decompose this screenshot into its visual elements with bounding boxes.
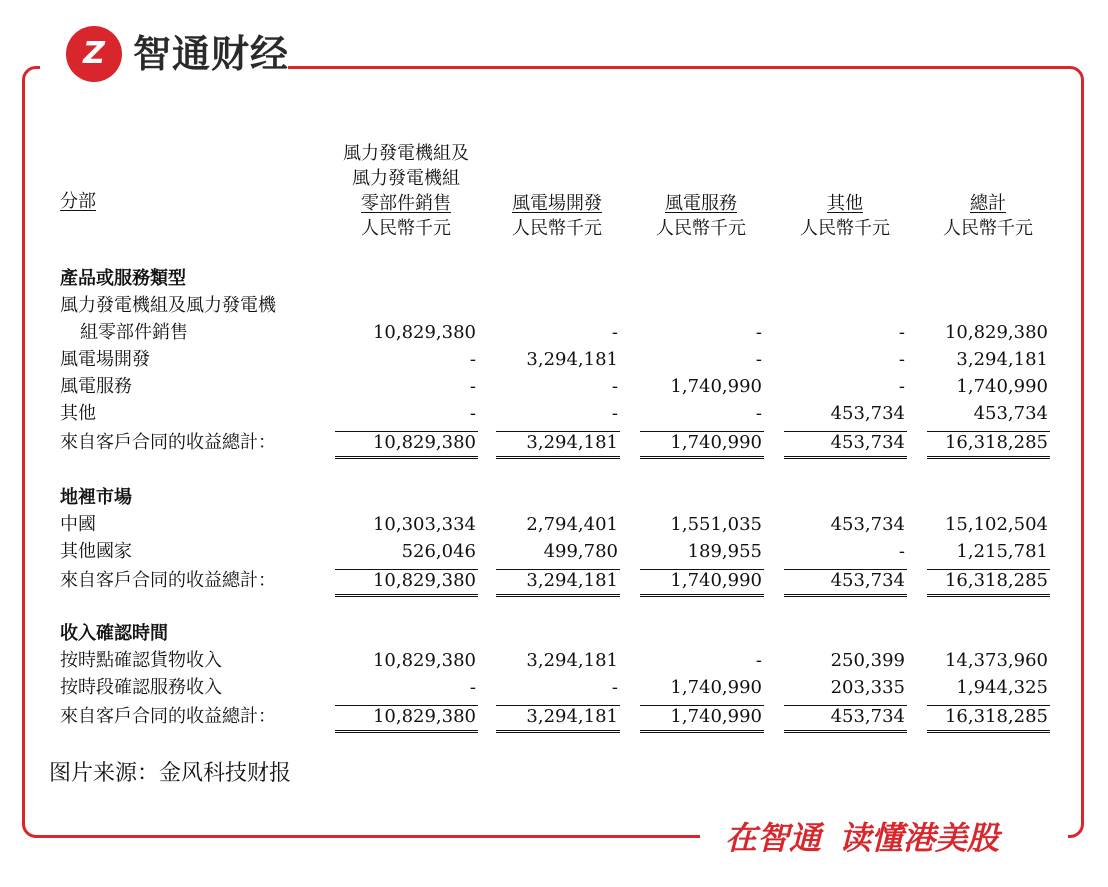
cell-value: 526,046 bbox=[401, 541, 476, 562]
column-header-unit: 人民幣千元 bbox=[800, 218, 890, 239]
cell-value: 499,780 bbox=[543, 541, 618, 562]
row-label: 其他 bbox=[60, 403, 96, 424]
total-label: 來自客戶合同的收益總計： bbox=[60, 432, 276, 453]
cell-value: - bbox=[469, 349, 476, 370]
total-value: 3,294,181 bbox=[526, 570, 618, 591]
total-double-rule bbox=[640, 594, 764, 597]
section-heading: 產品或服務類型 bbox=[60, 268, 186, 289]
total-value: 453,734 bbox=[830, 706, 905, 727]
cell-value: - bbox=[898, 541, 905, 562]
cell-value: 14,373,960 bbox=[944, 650, 1048, 671]
row-label: 風力發電機組及風力發電機 bbox=[60, 295, 276, 316]
row-label: 中國 bbox=[60, 514, 96, 535]
cell-value: 1,551,035 bbox=[670, 514, 762, 535]
cell-value: - bbox=[469, 677, 476, 698]
total-double-rule bbox=[927, 456, 1050, 459]
total-double-rule bbox=[335, 456, 478, 459]
cell-value: 453,734 bbox=[973, 403, 1048, 424]
cell-value: 10,829,380 bbox=[944, 322, 1048, 343]
cell-value: 10,303,334 bbox=[372, 514, 476, 535]
cell-value: - bbox=[898, 349, 905, 370]
cell-value: - bbox=[755, 403, 762, 424]
total-value: 3,294,181 bbox=[526, 432, 618, 453]
total-double-rule bbox=[784, 456, 907, 459]
total-value: 1,740,990 bbox=[670, 706, 762, 727]
brand-logo-icon: Z bbox=[66, 26, 122, 82]
total-double-rule bbox=[335, 730, 478, 733]
cell-value: - bbox=[611, 677, 618, 698]
image-source: 图片来源：金风科技财报 bbox=[49, 761, 292, 786]
cell-value: - bbox=[755, 322, 762, 343]
total-double-rule bbox=[496, 730, 620, 733]
total-value: 1,740,990 bbox=[670, 432, 762, 453]
cell-value: - bbox=[898, 322, 905, 343]
column-header-line: 風力發電機組 bbox=[352, 168, 460, 189]
cell-value: 10,829,380 bbox=[372, 650, 476, 671]
cell-value: 2,794,401 bbox=[526, 514, 618, 535]
total-value: 10,829,380 bbox=[372, 570, 476, 591]
column-header-line: 風力發電機組及 bbox=[343, 143, 469, 164]
cell-value: 1,215,781 bbox=[956, 541, 1048, 562]
total-double-rule bbox=[640, 456, 764, 459]
cell-value: 250,399 bbox=[830, 650, 905, 671]
cell-value: 3,294,181 bbox=[526, 349, 618, 370]
total-value: 16,318,285 bbox=[944, 432, 1048, 453]
row-label: 按時點確認貨物收入 bbox=[60, 650, 222, 671]
total-value: 3,294,181 bbox=[526, 706, 618, 727]
row-label: 其他國家 bbox=[60, 541, 132, 562]
column-header-title: 總計 bbox=[970, 193, 1006, 214]
total-double-rule bbox=[496, 456, 620, 459]
cell-value: 453,734 bbox=[830, 514, 905, 535]
column-header-unit: 人民幣千元 bbox=[512, 218, 602, 239]
cell-value: - bbox=[469, 376, 476, 397]
cell-value: 1,740,990 bbox=[956, 376, 1048, 397]
cell-value: - bbox=[469, 403, 476, 424]
total-value: 16,318,285 bbox=[944, 570, 1048, 591]
total-double-rule bbox=[335, 594, 478, 597]
section-heading: 收入確認時間 bbox=[60, 623, 168, 644]
total-value: 10,829,380 bbox=[372, 432, 476, 453]
slogan-part-b: 读懂港美股 bbox=[839, 819, 1000, 857]
segment-header: 分部 bbox=[60, 191, 96, 212]
total-label: 來自客戶合同的收益總計： bbox=[60, 570, 276, 591]
cell-value: 10,829,380 bbox=[372, 322, 476, 343]
cell-value: 3,294,181 bbox=[526, 650, 618, 671]
cell-value: - bbox=[611, 322, 618, 343]
total-double-rule bbox=[496, 594, 620, 597]
cell-value: - bbox=[611, 403, 618, 424]
row-label: 風電場開發 bbox=[60, 349, 150, 370]
brand-name: 智通财经 bbox=[133, 32, 290, 76]
cell-value: 203,335 bbox=[830, 677, 905, 698]
total-double-rule bbox=[784, 594, 907, 597]
section-heading: 地裡市場 bbox=[60, 487, 132, 508]
column-header-title: 零部件銷售 bbox=[361, 193, 451, 214]
total-double-rule bbox=[640, 730, 764, 733]
cell-value: 1,740,990 bbox=[670, 677, 762, 698]
row-label-cont: 組零部件銷售 bbox=[80, 322, 188, 343]
cell-value: 453,734 bbox=[830, 403, 905, 424]
cell-value: 1,740,990 bbox=[670, 376, 762, 397]
total-value: 1,740,990 bbox=[670, 570, 762, 591]
cell-value: 189,955 bbox=[687, 541, 762, 562]
slogan-part-a: 在智通 bbox=[725, 819, 822, 857]
column-header-unit: 人民幣千元 bbox=[656, 218, 746, 239]
cell-value: 3,294,181 bbox=[956, 349, 1048, 370]
row-label: 風電服務 bbox=[60, 376, 132, 397]
cell-value: - bbox=[611, 376, 618, 397]
brand-slogan bbox=[725, 818, 999, 858]
total-value: 453,734 bbox=[830, 570, 905, 591]
column-header-title: 其他 bbox=[827, 193, 863, 214]
total-value: 16,318,285 bbox=[944, 706, 1048, 727]
column-header-title: 風電服務 bbox=[665, 193, 737, 214]
total-double-rule bbox=[927, 730, 1050, 733]
column-header-unit: 人民幣千元 bbox=[943, 218, 1033, 239]
total-double-rule bbox=[784, 730, 907, 733]
cell-value: - bbox=[755, 349, 762, 370]
cell-value: - bbox=[755, 650, 762, 671]
total-value: 453,734 bbox=[830, 432, 905, 453]
column-header-unit: 人民幣千元 bbox=[361, 218, 451, 239]
cell-value: 1,944,325 bbox=[956, 677, 1048, 698]
row-label: 按時段確認服務收入 bbox=[60, 677, 222, 698]
column-header-title: 風電場開發 bbox=[512, 193, 602, 214]
cell-value: - bbox=[898, 376, 905, 397]
cell-value: 15,102,504 bbox=[944, 514, 1048, 535]
total-double-rule bbox=[927, 594, 1050, 597]
total-label: 來自客戶合同的收益總計： bbox=[60, 706, 276, 727]
total-value: 10,829,380 bbox=[372, 706, 476, 727]
